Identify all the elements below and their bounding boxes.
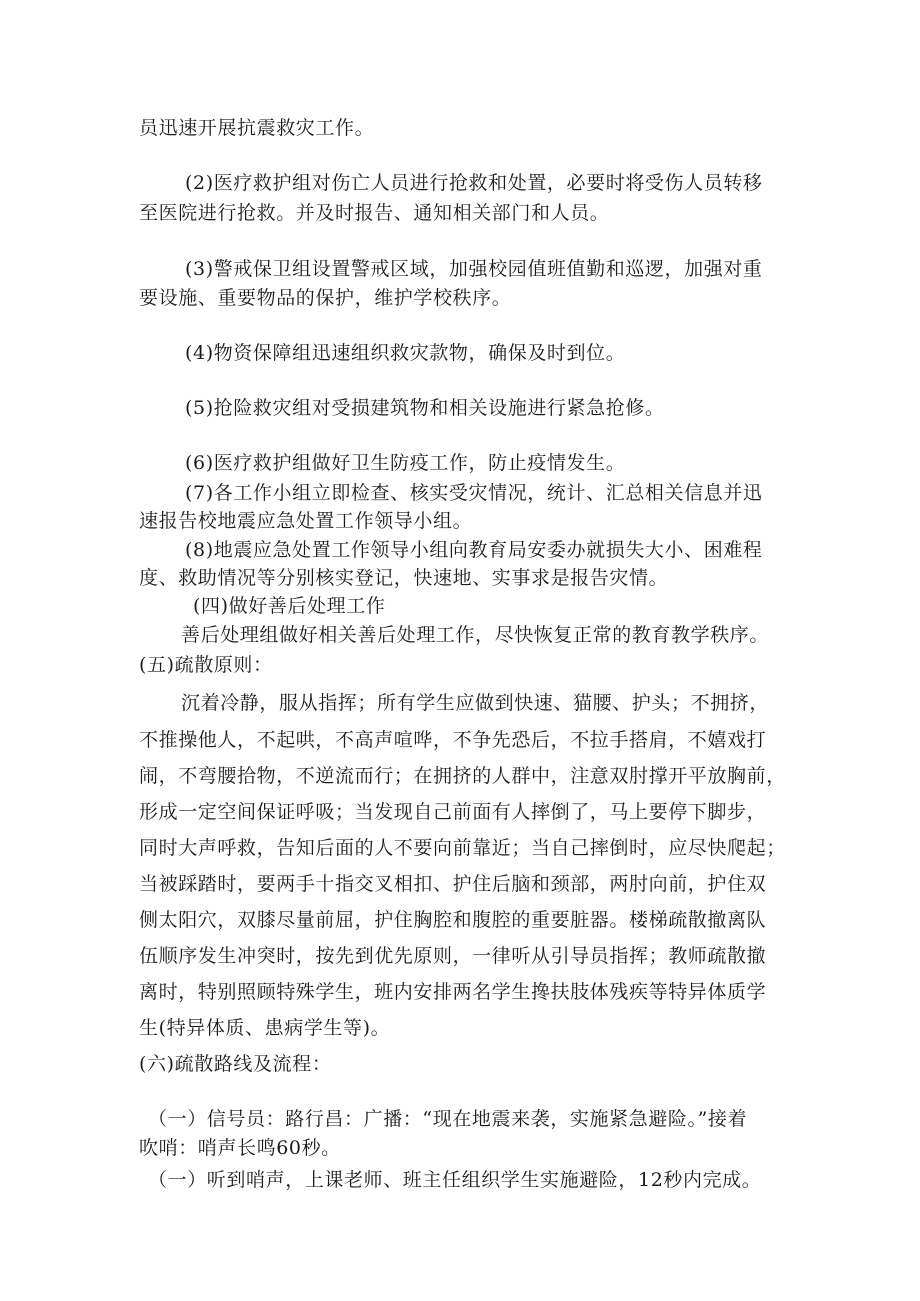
text-line: (8)地震应急处置工作领导小组向教育局安委办就损失大小、困难程 [185,539,763,561]
text-line: (6)医疗救护组做好卫生防疫工作，防止疫情发生。 [185,452,626,474]
text-line: 生(特异体质、患病学生等)。 [139,1017,391,1039]
text-line: 善后处理组做好相关善后处理工作，尽快恢复正常的教育教学秩序。 [181,624,770,646]
text-line: 员迅速开展抗震救灾工作。 [139,117,375,139]
text-line: 不推操他人，不起哄，不高声喧哗，不争先恐后，不拉手搭肩，不嬉戏打 [139,729,767,751]
text-line: 度、救助情况等分别核实登记，快速地、实事求是报告灾情。 [139,567,669,589]
text-line: 要设施、重要物品的保护，维护学校秩序。 [139,287,512,309]
text-line: 伍顺序发生冲突时，按先到优先原则，一律听从引导员指挥；教师疏散撤 [139,945,767,967]
text-line: 速报告校地震应急处置工作领导小组。 [139,510,473,532]
text-line: (4)物资保障组迅速组织救灾款物，确保及时到位。 [185,342,626,364]
text-line: 吹哨：哨声长鸣60秒。 [139,1137,341,1159]
text-line: 闹，不弯腰拾物，不逆流而行；在拥挤的人群中，注意双肘撑开平放胸前， [139,765,786,787]
text-line: 沉着冷静，服从指挥；所有学生应做到快速、猫腰、护头；不拥挤， [181,692,770,714]
text-line: 至医院进行抢救。并及时报告、通知相关部门和人员。 [139,202,610,224]
text-line: 形成一定空间保证呼吸；当发现自己前面有人摔倒了，马上要停下脚步， [139,801,767,823]
text-line: 当被踩踏时，要两手十指交叉相扣、护住后脑和颈部，两肘向前，护住双 [139,873,767,895]
text-line: (2)医疗救护组对伤亡人员进行抢救和处置，必要时将受伤人员转移 [185,172,763,194]
text-line: 侧太阳穴，双膝尽量前屈，护住胸腔和腹腔的重要脏器。楼梯疏散撤离队 [139,909,767,931]
text-line: 同时大声呼救，告知后面的人不要向前靠近；当自己摔倒时，应尽快爬起； [139,837,786,859]
text-line: (3)警戒保卫组设置警戒区域，加强校园值班值勤和巡逻，加强对重 [185,258,763,280]
section-heading: (六)疏散路线及流程： [139,1053,332,1075]
text-line: （一）听到哨声，上课老师、班主任组织学生实施避险，12秒内完成。 [148,1169,762,1191]
text-line: （一）信号员：路行昌：广播：“现在地震来袭，实施紧急避险。”接着 [148,1108,748,1130]
section-heading: (五)疏散原则： [139,654,273,676]
section-heading: (四)做好善后处理工作 [193,595,386,617]
text-line: (7)各工作小组立即检查、核实受灾情况，统计、汇总相关信息并迅 [185,482,763,504]
text-line: 离时，特别照顾特殊学生，班内安排两名学生搀扶肢体残疾等特异体质学 [139,981,767,1003]
text-line: (5)抢险救灾组对受损建筑物和相关设施进行紧急抢修。 [185,397,665,419]
